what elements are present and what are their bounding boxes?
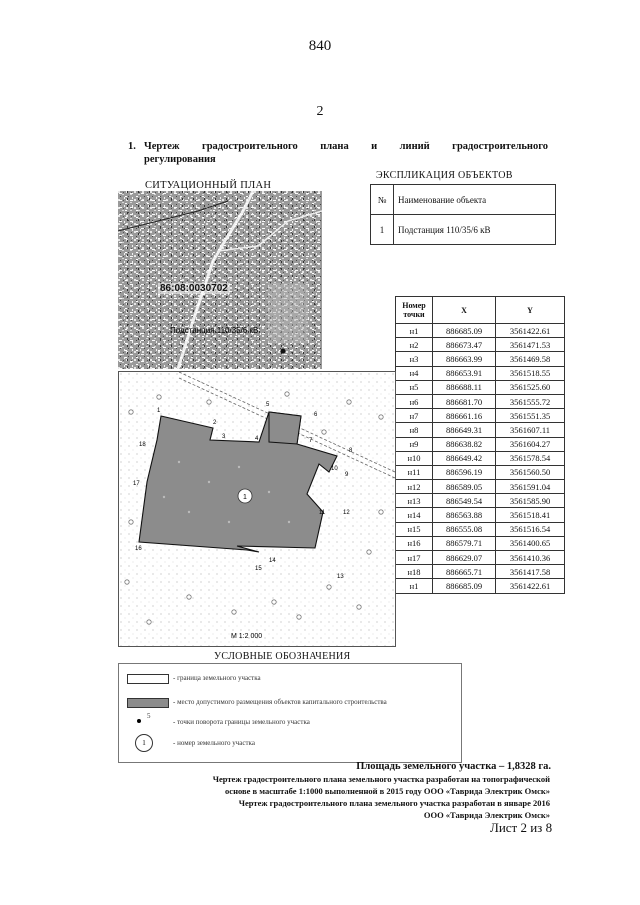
point-10: 10 — [331, 466, 338, 472]
substation-label: Подстанция 110/35/6 кВ — [170, 326, 259, 335]
site-plan-drawing — [119, 372, 395, 646]
point-3: 3 — [222, 434, 226, 440]
coord-cell-x: 886649.42 — [433, 451, 496, 465]
coord-cell-point: н9 — [396, 437, 433, 451]
coord-cell-x: 886665.71 — [433, 565, 496, 579]
coord-cell-point: н1 — [396, 579, 433, 593]
coordinates-table — [395, 296, 565, 594]
heading-line-1: Чертеж градостроительного плана и линий градостроительного — [144, 141, 548, 152]
coord-cell-y: 3561607.11 — [496, 423, 565, 437]
coord-cell-point: н1 — [396, 324, 433, 338]
coordinates-header-row — [396, 297, 565, 324]
explication-title: ЭКСПЛИКАЦИЯ ОБЪЕКТОВ — [376, 170, 513, 181]
boundary-swatch — [127, 674, 169, 684]
coord-cell-y: 3561410.36 — [496, 551, 565, 565]
coord-cell-x: 886685.09 — [433, 579, 496, 593]
point-1: 1 — [157, 408, 161, 414]
coordinate-row — [396, 551, 565, 565]
coordinate-row — [396, 565, 565, 579]
parcel-number-marker: 1 — [135, 734, 153, 752]
legend-text-zone: - место допустимого размещения объектов капитального строительства — [173, 698, 387, 706]
point-9: 9 — [345, 472, 349, 478]
coord-cell-x: 886579.71 — [433, 536, 496, 550]
coord-cell-x: 886681.70 — [433, 394, 496, 408]
coordinate-row — [396, 394, 565, 408]
point-16: 16 — [135, 546, 142, 552]
coord-cell-x: 886589.05 — [433, 480, 496, 494]
coord-cell-y: 3561604.27 — [496, 437, 565, 451]
coordinate-row — [396, 536, 565, 550]
coord-cell-x: 886685.09 — [433, 324, 496, 338]
coord-cell-y: 3561578.54 — [496, 451, 565, 465]
coordinate-row — [396, 437, 565, 451]
coordinate-row — [396, 324, 565, 338]
point-6: 6 — [314, 412, 318, 418]
coord-cell-point: н11 — [396, 465, 433, 479]
note-line-2: основе в масштабе 1:1000 выполненной в 2015 году ООО «Таврида Электрик Омск» — [225, 786, 550, 796]
explication-cell-name: Подстанция 110/35/6 кВ — [394, 215, 556, 245]
explication-header-row — [371, 185, 556, 215]
coord-cell-y: 3561551.35 — [496, 409, 565, 423]
coordinate-row — [396, 423, 565, 437]
note-line-4: ООО «Таврида Электрик Омск» — [423, 810, 550, 820]
coord-cell-point: н5 — [396, 380, 433, 394]
legend-box — [118, 663, 462, 763]
coord-cell-point: н6 — [396, 394, 433, 408]
sheet-number: Лист 2 из 8 — [490, 820, 553, 835]
parcel-area: Площадь земельного участка – 1,8328 га. — [356, 761, 551, 772]
coordinate-row — [396, 352, 565, 366]
point-marker-label: 5 — [147, 712, 151, 720]
coord-cell-x: 886555.08 — [433, 522, 496, 536]
coord-cell-x: 886563.88 — [433, 508, 496, 522]
coord-cell-point: н15 — [396, 522, 433, 536]
coord-cell-y: 3561469.58 — [496, 352, 565, 366]
note-line-1: Чертеж градостроительного плана земельного участка разработан на топографической — [212, 774, 550, 784]
coordinate-row — [396, 480, 565, 494]
point-15: 15 — [255, 566, 262, 572]
coordinate-row — [396, 579, 565, 593]
explication-table — [370, 184, 556, 245]
coordinate-row — [396, 338, 565, 352]
coord-header-y: Y — [496, 297, 565, 324]
coord-cell-point: н17 — [396, 551, 433, 565]
coord-cell-x: 886653.91 — [433, 366, 496, 380]
coord-header-x: X — [433, 297, 496, 324]
point-13: 13 — [337, 574, 344, 580]
coordinate-row — [396, 409, 565, 423]
coord-cell-point: н2 — [396, 338, 433, 352]
page-number: 840 — [308, 38, 332, 54]
explication-header-name: Наименование объекта — [394, 185, 556, 215]
note-line-3: Чертеж градостроительного плана земельного участка разработан в январе 2016 — [238, 798, 550, 808]
point-7: 7 — [309, 438, 313, 444]
coord-cell-point: н3 — [396, 352, 433, 366]
coord-cell-x: 886663.99 — [433, 352, 496, 366]
point-12: 12 — [343, 510, 350, 516]
heading-line-2: регулирования — [144, 154, 216, 165]
situational-plan-title: СИТУАЦИОННЫЙ ПЛАН — [145, 180, 272, 191]
coord-cell-y: 3561560.50 — [496, 465, 565, 479]
coord-cell-y: 3561525.60 — [496, 380, 565, 394]
zone-swatch — [127, 698, 169, 708]
situational-map — [118, 191, 322, 369]
parcel-number: 1 — [243, 494, 247, 501]
coord-cell-point: н10 — [396, 451, 433, 465]
coord-cell-x: 886661.16 — [433, 409, 496, 423]
coord-cell-x: 886629.07 — [433, 551, 496, 565]
legend-text-point: - точки поворота границы земельного участка — [173, 718, 310, 726]
coord-cell-point: н12 — [396, 480, 433, 494]
coord-cell-point: н16 — [396, 536, 433, 550]
coordinate-row — [396, 380, 565, 394]
coord-cell-x: 886649.31 — [433, 423, 496, 437]
coord-cell-y: 3561400.65 — [496, 536, 565, 550]
coord-cell-point: н7 — [396, 409, 433, 423]
legend-text-boundary: - граница земельного участка — [173, 674, 261, 682]
explication-row — [371, 215, 556, 245]
coordinate-row — [396, 508, 565, 522]
coord-cell-y: 3561518.41 — [496, 508, 565, 522]
coord-cell-point: н13 — [396, 494, 433, 508]
legend-text-number: - номер земельного участка — [173, 739, 255, 747]
coord-header-point: Номер точки — [396, 297, 433, 324]
coord-cell-y: 3561555.72 — [496, 394, 565, 408]
coord-cell-point: н8 — [396, 423, 433, 437]
point-4: 4 — [255, 436, 259, 442]
coordinate-row — [396, 465, 565, 479]
point-11: 11 — [319, 510, 326, 516]
explication-header-num: № — [371, 185, 394, 215]
legend-title: УСЛОВНЫЕ ОБОЗНАЧЕНИЯ — [214, 651, 351, 662]
coord-cell-y: 3561585.90 — [496, 494, 565, 508]
coord-cell-x: 886673.47 — [433, 338, 496, 352]
point-marker-icon — [137, 719, 141, 723]
coord-cell-point: н4 — [396, 366, 433, 380]
point-18: 18 — [139, 442, 146, 448]
section-number: 2 — [316, 104, 324, 119]
coord-cell-y: 3561422.61 — [496, 324, 565, 338]
coord-cell-y: 3561591.04 — [496, 480, 565, 494]
coord-cell-y: 3561518.55 — [496, 366, 565, 380]
coord-cell-x: 886596.19 — [433, 465, 496, 479]
coord-cell-x: 886638.82 — [433, 437, 496, 451]
coord-cell-x: 886549.54 — [433, 494, 496, 508]
point-8: 8 — [349, 448, 353, 454]
site-plan — [118, 371, 396, 647]
coord-cell-point: н18 — [396, 565, 433, 579]
coord-cell-point: н14 — [396, 508, 433, 522]
coordinate-row — [396, 451, 565, 465]
point-5: 5 — [266, 402, 270, 408]
point-17: 17 — [133, 481, 140, 487]
coord-cell-y: 3561516.54 — [496, 522, 565, 536]
coordinate-row — [396, 522, 565, 536]
point-2: 2 — [213, 420, 217, 426]
coord-cell-y: 3561471.53 — [496, 338, 565, 352]
coord-cell-y: 3561422.61 — [496, 579, 565, 593]
plan-scale: М 1:2 000 — [231, 633, 263, 640]
situational-map-image — [118, 191, 322, 369]
coord-cell-x: 886688.11 — [433, 380, 496, 394]
cadastral-number: 86:08:0030702 — [160, 283, 228, 294]
point-14: 14 — [269, 558, 276, 564]
coord-cell-y: 3561417.58 — [496, 565, 565, 579]
explication-cell-num: 1 — [371, 215, 394, 245]
heading-number: 1. — [128, 141, 136, 152]
coordinate-row — [396, 366, 565, 380]
coordinate-row — [396, 494, 565, 508]
